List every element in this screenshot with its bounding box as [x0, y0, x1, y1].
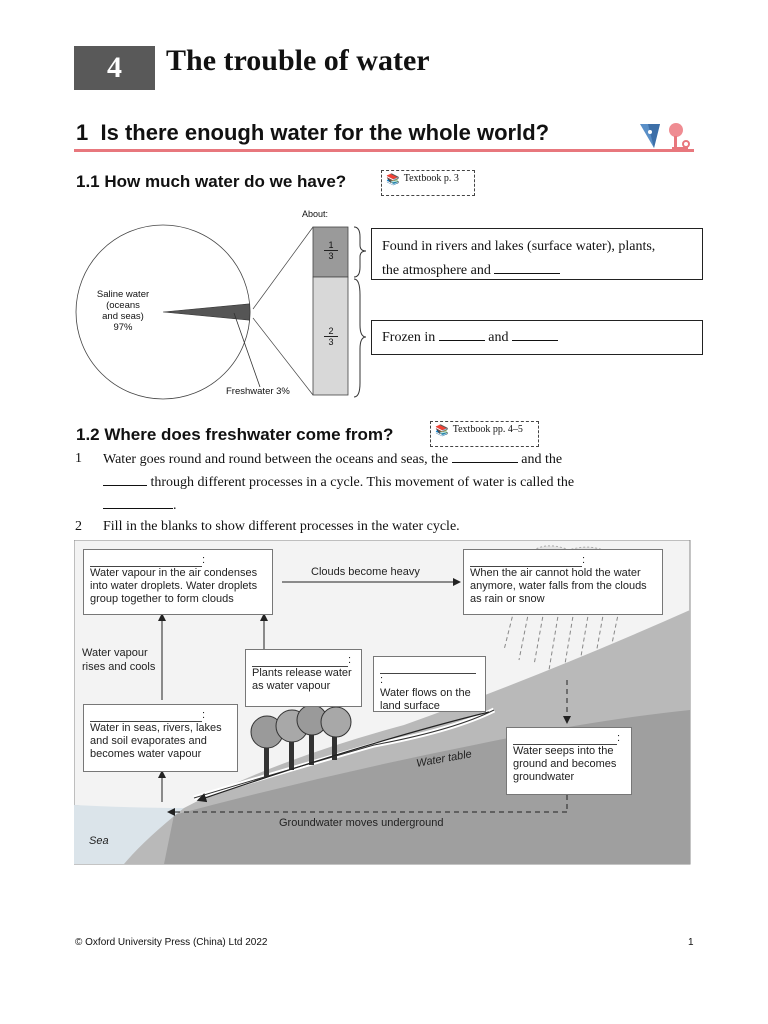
section-title-text: Is there enough water for the whole world? — [100, 120, 550, 145]
freshwater-surface-box — [371, 228, 703, 280]
question-2-number: 2 — [75, 519, 82, 534]
question-1-text-c: through different processes in a cycle. This movement of water is called the — [150, 475, 575, 490]
precipitation-text: When the air cannot hold the water anymore, water falls from the clouds as rain or snow — [470, 567, 647, 605]
pie-saline-label: Saline water (oceans and seas) 97% — [96, 289, 150, 333]
fraction-bottom-num: 2 — [328, 326, 334, 336]
groundwater-label: Groundwater moves underground — [279, 817, 444, 829]
question-1-blank-3[interactable] — [103, 494, 173, 509]
chapter-title: The trouble of water — [166, 44, 430, 77]
frozen-box-text-b: and — [488, 330, 509, 345]
fraction-one-third — [324, 240, 338, 261]
connector-line-top — [253, 227, 313, 309]
question-1-number: 1 — [75, 451, 82, 466]
science-logo-icon — [636, 120, 694, 152]
condensation-answer-blank[interactable] — [90, 555, 202, 567]
book-icon: 📚 — [386, 174, 400, 186]
surface-box-line1: Found in rivers and lakes (surface water), plants, — [382, 239, 656, 254]
evaporation-text: Water in seas, rivers, lakes and soil evaporates and becomes water vapour — [90, 722, 222, 760]
connector-line-bottom — [253, 318, 313, 395]
surface-answer-blank[interactable] — [494, 259, 560, 274]
infiltration-colon: : — [617, 732, 621, 744]
book-icon: 📚 — [435, 425, 449, 437]
clouds-heavy-label: Clouds become heavy — [311, 566, 420, 578]
evaporation-colon: : — [202, 709, 206, 721]
footer-copyright: © Oxford University Press (China) Ltd 2022 — [75, 937, 268, 948]
surface-box-line2: the atmosphere and — [382, 263, 491, 278]
sea-label: Sea — [89, 835, 109, 847]
infiltration-box — [506, 727, 632, 795]
textbook-ref-1 — [381, 170, 475, 196]
question-2-text: Fill in the blanks to show different processes in the water cycle. — [103, 519, 460, 534]
about-label: About: — [302, 209, 329, 219]
question-2 — [75, 516, 460, 538]
transpiration-answer-blank[interactable] — [252, 655, 348, 667]
infiltration-text: Water seeps into the ground and becomes groundwater — [513, 745, 617, 783]
section-title — [76, 120, 549, 146]
brace-icon — [352, 225, 372, 400]
fraction-top-den: 3 — [324, 250, 338, 261]
runoff-text: Water flows on the land surface — [380, 687, 471, 712]
question-1 — [75, 448, 715, 517]
infiltration-answer-blank[interactable] — [513, 733, 617, 745]
question-1-end: . — [173, 498, 177, 513]
frozen-answer-blank-1[interactable] — [439, 326, 485, 341]
water-table-label: Water table — [415, 748, 473, 770]
textbook-ref-2 — [430, 421, 539, 447]
precipitation-answer-blank[interactable] — [470, 555, 582, 567]
precipitation-colon: : — [582, 554, 586, 566]
transpiration-colon: : — [348, 654, 352, 666]
chapter-number: 4 — [74, 46, 155, 90]
transpiration-box — [245, 649, 362, 707]
page-number: 1 — [688, 937, 694, 948]
textbook-ref-2-text: Textbook pp. 4–5 — [452, 424, 523, 435]
condensation-box — [83, 549, 273, 615]
condensation-text: Water vapour in the air condenses into water droplets. Water droplets group together to form clouds — [90, 567, 258, 605]
runoff-colon: : — [380, 674, 384, 686]
section-number: 1 — [76, 120, 89, 145]
fraction-top-num: 1 — [328, 240, 334, 250]
question-1-blank-1[interactable] — [452, 448, 518, 463]
precipitation-box — [463, 549, 663, 615]
question-1-blank-2[interactable] — [103, 471, 147, 486]
pie-freshwater-label: Freshwater 3% — [226, 386, 290, 397]
subsection-1-2-title: 1.2 Where does freshwater come from? — [76, 425, 394, 444]
runoff-answer-blank[interactable] — [380, 662, 476, 674]
fraction-bottom-den: 3 — [324, 336, 338, 347]
subsection-1-1-title: 1.1 How much water do we have? — [76, 172, 347, 191]
transpiration-text: Plants release water as water vapour — [252, 667, 352, 692]
condensation-colon: : — [202, 554, 206, 566]
question-1-text-a: Water goes round and round between the oceans and seas, the — [103, 452, 449, 467]
evaporation-box — [83, 704, 238, 772]
evaporation-answer-blank[interactable] — [90, 710, 202, 722]
vapour-rises-label: Water vapour rises and cools — [82, 647, 156, 673]
section-rule — [74, 149, 694, 152]
frozen-box-text-a: Frozen in — [382, 330, 436, 345]
question-1-text-b: and the — [521, 452, 563, 467]
runoff-box — [373, 656, 486, 712]
frozen-answer-blank-2[interactable] — [512, 326, 558, 341]
fraction-two-thirds — [324, 326, 338, 347]
freshwater-frozen-box — [371, 320, 703, 355]
textbook-ref-1-text: Textbook p. 3 — [403, 173, 459, 184]
